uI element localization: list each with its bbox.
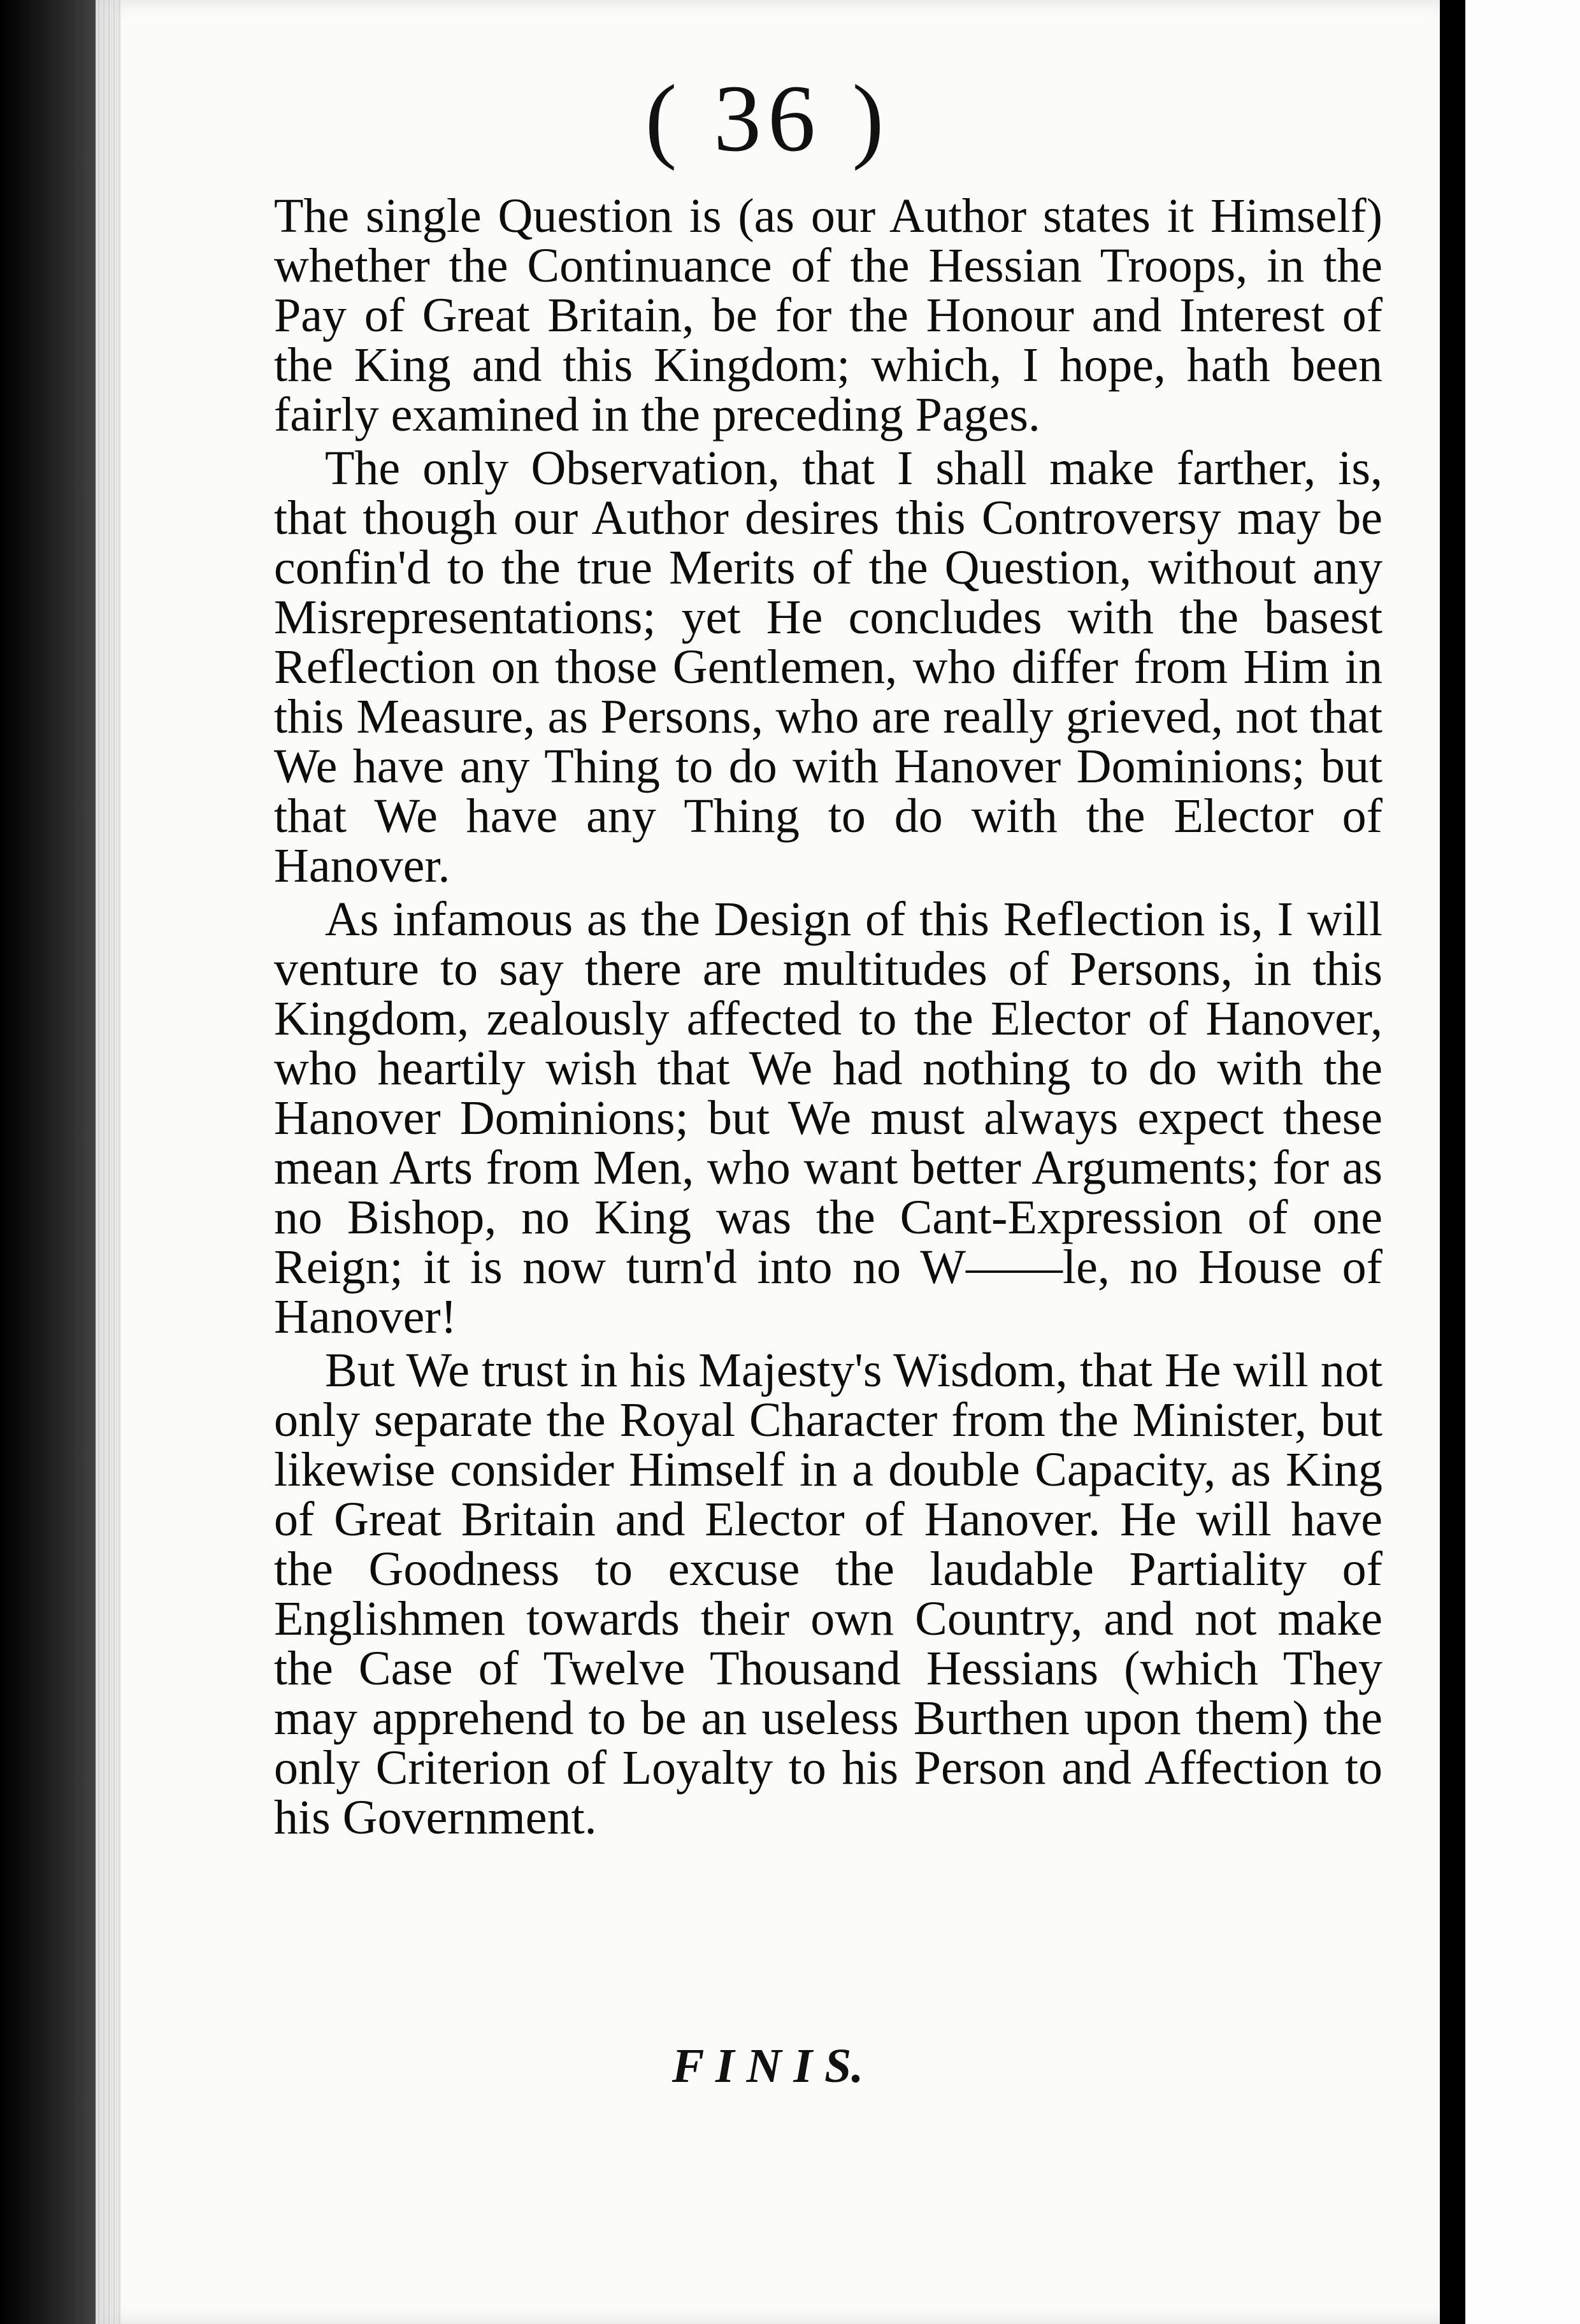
page-number: ( 36 ): [645, 66, 891, 171]
finis-heading: F I N I S.: [672, 2039, 864, 2093]
facing-page-edge: [1465, 0, 1580, 2324]
scan-left-border: [0, 0, 96, 2324]
paragraph-3: As infamous as the Design of this Reflection is, I will venture to say there are multitudes of Persons, in this Kingdom, zealously affected to the Elector of Hanover, who heartily wish that We had nothing to do with the Hanover Dominions; but We must always expect these mean Arts from Men, who want better Arguments; for as no Bishop, no King was the Cant-Expression of one Reign; it is now turn'd into no W——le, no House of Hanover!: [274, 893, 1382, 1344]
gutter-shadow: [1440, 0, 1465, 2324]
paragraph-1: The single Question is (as our Author states it Himself) whether the Continuance of the Hessian Troops, in the Pay of Great Britain, be for the Honour and Interest of the King and this Kingdom; which, I hope, hath been fairly examined in the preceding Pages.: [274, 189, 1382, 441]
body-text: [274, 191, 1382, 1846]
paragraph-2: The only Observation, that I shall make farther, is, that though our Author desires this Controversy may be confin'd to the true Merits of the Question, without any Misrepresentations; yet He concludes with the basest Reflection on those Gentlemen, who differ from Him in this Measure, as Persons, who are really grieved, not that We have any Thing to do with Hanover Dominions; but that We have any Thing to do with the Elector of Hanover.: [274, 441, 1382, 893]
page-edges-decoration: [96, 0, 121, 2324]
book-page: [96, 0, 1440, 2324]
paragraph-4: But We trust in his Majesty's Wisdom, that He will not only separate the Royal Character from the Minister, but likewise consider Himself in a double Capacity, as King of Great Britain and Elector of Hanover. He will have the Goodness to excuse the laudable Partiality of Englishmen towards their own Country, and not make the Case of Twelve Thousand Hessians (which They may apprehend to be an useless Burthen upon them) the only Criterion of Loyalty to his Person and Affection to his Government.: [274, 1344, 1382, 1844]
